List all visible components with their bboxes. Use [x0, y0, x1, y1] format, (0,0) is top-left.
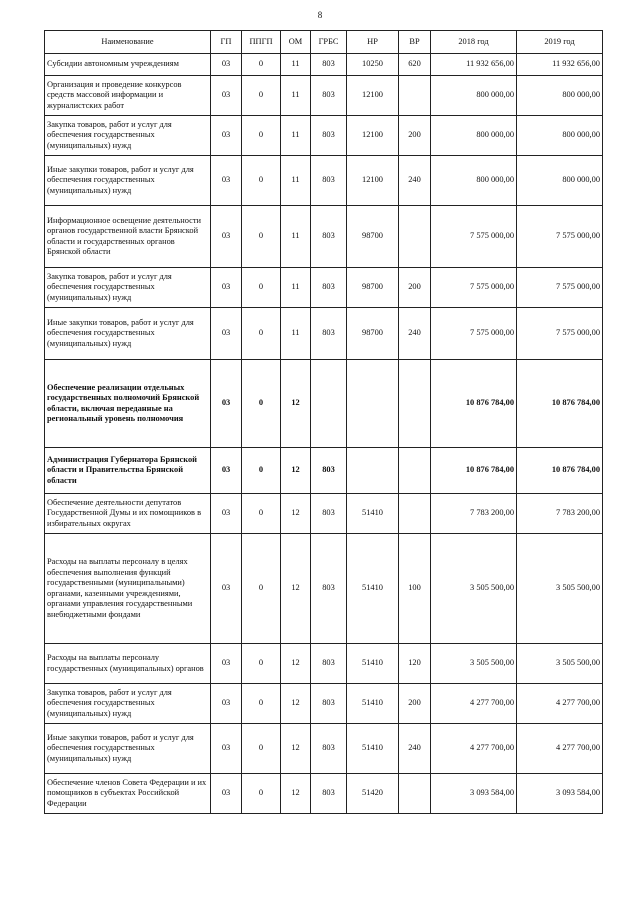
cell-name: Закупка товаров, работ и услуг для обеспечения государственных (муниципальных) нужд — [45, 116, 211, 156]
cell-gp: 03 — [211, 774, 242, 814]
cell-2019: 800 000,00 — [517, 116, 603, 156]
cell-name: Субсидии автономным учреждениям — [45, 54, 211, 76]
header-name: Наименование — [45, 31, 211, 54]
table-row — [45, 724, 603, 774]
table-row — [45, 206, 603, 268]
table-row — [45, 76, 603, 116]
cell-name: Обеспечение членов Совета Федерации и их помощников в субъектах Российской Федерации — [45, 774, 211, 814]
cell-2019: 10 876 784,00 — [517, 448, 603, 494]
cell-2019: 4 277 700,00 — [517, 684, 603, 724]
cell-ppgp: 0 — [242, 156, 281, 206]
header-ppgp: ППГП — [242, 31, 281, 54]
cell-vr — [399, 360, 431, 448]
cell-nr: 51410 — [347, 494, 399, 534]
cell-nr: 51410 — [347, 534, 399, 644]
cell-om: 11 — [281, 116, 311, 156]
cell-om: 12 — [281, 774, 311, 814]
cell-grbs: 803 — [311, 448, 347, 494]
cell-ppgp: 0 — [242, 724, 281, 774]
cell-grbs: 803 — [311, 724, 347, 774]
cell-grbs: 803 — [311, 54, 347, 76]
cell-gp: 03 — [211, 54, 242, 76]
cell-om: 12 — [281, 724, 311, 774]
cell-om: 11 — [281, 156, 311, 206]
header-om: ОМ — [281, 31, 311, 54]
cell-nr: 51410 — [347, 684, 399, 724]
cell-vr — [399, 774, 431, 814]
cell-name: Обеспечение реализации отдельных государственных полномочий Брянской области, включая переданные на региональный уровень полномочия — [45, 360, 211, 448]
cell-2018: 7 783 200,00 — [431, 494, 517, 534]
table-header-row — [45, 31, 603, 54]
cell-om: 12 — [281, 644, 311, 684]
cell-gp: 03 — [211, 76, 242, 116]
cell-vr: 240 — [399, 156, 431, 206]
cell-2018: 4 277 700,00 — [431, 684, 517, 724]
cell-ppgp: 0 — [242, 494, 281, 534]
cell-name: Иные закупки товаров, работ и услуг для обеспечения государственных (муниципальных) нужд — [45, 724, 211, 774]
cell-nr: 98700 — [347, 206, 399, 268]
cell-2018: 10 876 784,00 — [431, 360, 517, 448]
cell-nr: 12100 — [347, 116, 399, 156]
cell-2018: 11 932 656,00 — [431, 54, 517, 76]
cell-2019: 3 505 500,00 — [517, 644, 603, 684]
cell-2018: 800 000,00 — [431, 76, 517, 116]
table-row — [45, 116, 603, 156]
table-row — [45, 54, 603, 76]
budget-table — [44, 30, 603, 814]
cell-nr: 10250 — [347, 54, 399, 76]
cell-2018: 3 505 500,00 — [431, 644, 517, 684]
cell-grbs: 803 — [311, 684, 347, 724]
cell-gp: 03 — [211, 360, 242, 448]
cell-name: Информационное освещение деятельности органов государственной власти Брянской области и государственных органов Брянской области — [45, 206, 211, 268]
cell-ppgp: 0 — [242, 448, 281, 494]
cell-vr — [399, 448, 431, 494]
cell-grbs: 803 — [311, 308, 347, 360]
cell-om: 11 — [281, 54, 311, 76]
cell-grbs: 803 — [311, 774, 347, 814]
cell-nr: 98700 — [347, 268, 399, 308]
cell-vr: 100 — [399, 534, 431, 644]
table-row — [45, 774, 603, 814]
cell-2019: 800 000,00 — [517, 156, 603, 206]
cell-nr: 51420 — [347, 774, 399, 814]
cell-2018: 800 000,00 — [431, 156, 517, 206]
cell-2019: 7 575 000,00 — [517, 206, 603, 268]
cell-gp: 03 — [211, 724, 242, 774]
cell-2018: 3 505 500,00 — [431, 534, 517, 644]
cell-ppgp: 0 — [242, 308, 281, 360]
cell-om: 12 — [281, 494, 311, 534]
cell-2019: 4 277 700,00 — [517, 724, 603, 774]
cell-ppgp: 0 — [242, 534, 281, 644]
cell-2019: 3 093 584,00 — [517, 774, 603, 814]
cell-2019: 10 876 784,00 — [517, 360, 603, 448]
cell-name: Расходы на выплаты персоналу в целях обеспечения выполнения функций государственными (муниципальными) органами, казенными учреждениями, органами управления государственными внебюджетными фондами — [45, 534, 211, 644]
cell-vr: 200 — [399, 268, 431, 308]
cell-grbs: 803 — [311, 206, 347, 268]
cell-ppgp: 0 — [242, 206, 281, 268]
cell-2018: 7 575 000,00 — [431, 206, 517, 268]
table-row — [45, 308, 603, 360]
cell-ppgp: 0 — [242, 644, 281, 684]
cell-nr — [347, 360, 399, 448]
table-row — [45, 684, 603, 724]
cell-2018: 800 000,00 — [431, 116, 517, 156]
cell-om: 12 — [281, 534, 311, 644]
header-gp: ГП — [211, 31, 242, 54]
cell-vr: 240 — [399, 308, 431, 360]
cell-nr: 51410 — [347, 724, 399, 774]
table-row — [45, 360, 603, 448]
cell-gp: 03 — [211, 268, 242, 308]
cell-2018: 7 575 000,00 — [431, 308, 517, 360]
cell-nr: 12100 — [347, 76, 399, 116]
cell-grbs: 803 — [311, 644, 347, 684]
cell-ppgp: 0 — [242, 684, 281, 724]
cell-2019: 11 932 656,00 — [517, 54, 603, 76]
cell-2019: 7 783 200,00 — [517, 494, 603, 534]
cell-vr: 200 — [399, 116, 431, 156]
cell-vr — [399, 494, 431, 534]
cell-name: Организация и проведение конкурсов средств массовой информации и журналистских работ — [45, 76, 211, 116]
cell-gp: 03 — [211, 448, 242, 494]
cell-gp: 03 — [211, 684, 242, 724]
cell-2019: 7 575 000,00 — [517, 268, 603, 308]
cell-gp: 03 — [211, 494, 242, 534]
cell-2018: 7 575 000,00 — [431, 268, 517, 308]
cell-ppgp: 0 — [242, 268, 281, 308]
cell-gp: 03 — [211, 534, 242, 644]
cell-vr — [399, 76, 431, 116]
table-row — [45, 644, 603, 684]
cell-ppgp: 0 — [242, 360, 281, 448]
cell-name: Обеспечение деятельности депутатов Государственной Думы и их помощников в избирательных округах — [45, 494, 211, 534]
cell-om: 11 — [281, 268, 311, 308]
cell-om: 12 — [281, 448, 311, 494]
cell-ppgp: 0 — [242, 54, 281, 76]
table-body — [45, 54, 603, 814]
header-year-2018: 2018 год — [431, 31, 517, 54]
cell-gp: 03 — [211, 308, 242, 360]
cell-name: Иные закупки товаров, работ и услуг для обеспечения государственных (муниципальных) нужд — [45, 308, 211, 360]
cell-om: 12 — [281, 360, 311, 448]
cell-grbs: 803 — [311, 116, 347, 156]
table-row — [45, 448, 603, 494]
cell-2018: 3 093 584,00 — [431, 774, 517, 814]
cell-om: 11 — [281, 206, 311, 268]
header-vr: ВР — [399, 31, 431, 54]
cell-gp: 03 — [211, 206, 242, 268]
cell-om: 12 — [281, 684, 311, 724]
cell-vr: 620 — [399, 54, 431, 76]
cell-2019: 3 505 500,00 — [517, 534, 603, 644]
table-row — [45, 156, 603, 206]
header-grbs: ГРБС — [311, 31, 347, 54]
cell-name: Расходы на выплаты персоналу государственных (муниципальных) органов — [45, 644, 211, 684]
cell-name: Администрация Губернатора Брянской области и Правительства Брянской области — [45, 448, 211, 494]
cell-nr: 51410 — [347, 644, 399, 684]
cell-vr: 200 — [399, 684, 431, 724]
cell-ppgp: 0 — [242, 774, 281, 814]
cell-grbs: 803 — [311, 76, 347, 116]
table-row — [45, 534, 603, 644]
cell-nr: 12100 — [347, 156, 399, 206]
cell-nr: 98700 — [347, 308, 399, 360]
table-row — [45, 494, 603, 534]
page-number: 8 — [317, 10, 323, 20]
cell-gp: 03 — [211, 156, 242, 206]
cell-om: 11 — [281, 308, 311, 360]
header-nr: НР — [347, 31, 399, 54]
cell-grbs: 803 — [311, 534, 347, 644]
cell-ppgp: 0 — [242, 116, 281, 156]
cell-vr — [399, 206, 431, 268]
cell-grbs — [311, 360, 347, 448]
cell-gp: 03 — [211, 644, 242, 684]
cell-ppgp: 0 — [242, 76, 281, 116]
cell-name: Закупка товаров, работ и услуг для обеспечения государственных (муниципальных) нужд — [45, 268, 211, 308]
cell-2018: 10 876 784,00 — [431, 448, 517, 494]
cell-grbs: 803 — [311, 268, 347, 308]
cell-grbs: 803 — [311, 156, 347, 206]
cell-2019: 7 575 000,00 — [517, 308, 603, 360]
cell-name: Иные закупки товаров, работ и услуг для обеспечения государственных (муниципальных) нужд — [45, 156, 211, 206]
cell-2019: 800 000,00 — [517, 76, 603, 116]
cell-nr — [347, 448, 399, 494]
table-row — [45, 268, 603, 308]
header-year-2019: 2019 год — [517, 31, 603, 54]
cell-vr: 240 — [399, 724, 431, 774]
cell-grbs: 803 — [311, 494, 347, 534]
cell-name: Закупка товаров, работ и услуг для обеспечения государственных (муниципальных) нужд — [45, 684, 211, 724]
cell-gp: 03 — [211, 116, 242, 156]
cell-vr: 120 — [399, 644, 431, 684]
cell-2018: 4 277 700,00 — [431, 724, 517, 774]
cell-om: 11 — [281, 76, 311, 116]
